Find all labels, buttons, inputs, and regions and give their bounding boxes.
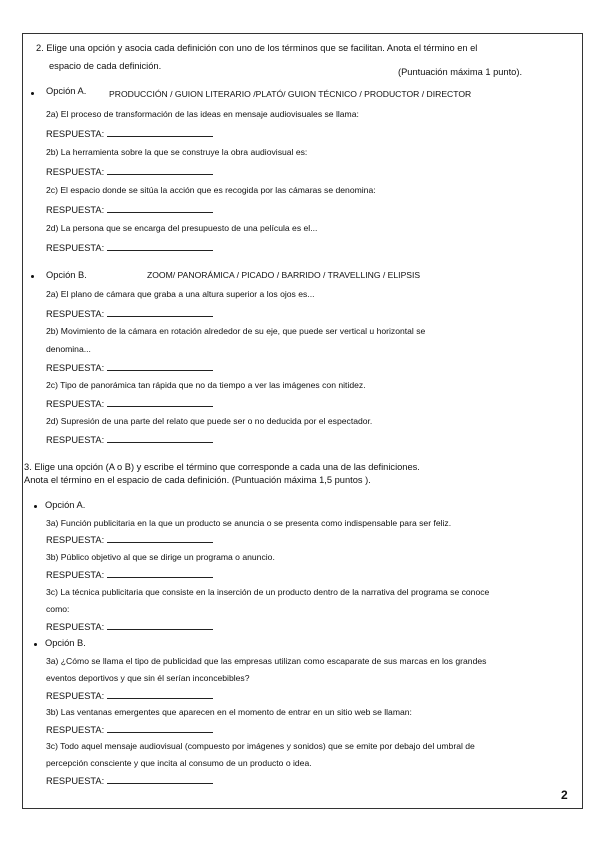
answer-row — [46, 361, 213, 374]
answer-row — [46, 774, 213, 787]
answer-label: RESPUESTA: — [46, 399, 105, 409]
q3-heading-line1: 3. Elige una opción (A o B) y escribe el término que corresponde a cada una de las definiciones. — [24, 462, 420, 472]
page-number: 2 — [561, 788, 568, 802]
bullet-icon — [34, 505, 37, 508]
answer-blank[interactable] — [107, 165, 213, 175]
answer-label: RESPUESTA: — [46, 167, 105, 177]
q2b-b-question-line2: denomina... — [46, 344, 91, 354]
q2-option-b-terms: ZOOM/ PANORÁMICA / PICADO / BARRIDO / TRAVELLING / ELIPSIS — [147, 270, 421, 280]
answer-label: RESPUESTA: — [46, 691, 105, 701]
answer-blank[interactable] — [107, 533, 213, 543]
answer-label: RESPUESTA: — [46, 776, 105, 786]
q3c-b-question-line2: percepción consciente y que incita al consumo de un producto o idea. — [46, 758, 312, 768]
q3-option-a-label: Opción A. — [45, 500, 86, 510]
q3-heading-line2: Anota el término en el espacio de cada definición. (Puntuación máxima 1,5 puntos ). — [24, 475, 371, 485]
q2-option-b-label: Opción B. — [46, 270, 87, 280]
answer-blank[interactable] — [107, 723, 213, 733]
bullet-icon — [31, 92, 34, 95]
answer-row — [46, 568, 213, 581]
answer-blank[interactable] — [107, 307, 213, 317]
q2-option-a-terms: PRODUCCIÓN / GUION LITERARIO /PLATÓ/ GUION TÉCNICO / PRODUCTOR / DIRECTOR — [109, 89, 472, 99]
answer-row — [46, 433, 213, 446]
answer-row — [46, 689, 213, 702]
answer-blank[interactable] — [107, 397, 213, 407]
q3c-a-question-line1: 3c) La técnica publicitaria que consiste en la inserción de un producto dentro de la narrativa del programa se conoce — [46, 587, 490, 597]
answer-blank[interactable] — [107, 361, 213, 371]
q3a-b-question-line2: eventos deportivos y que sin él serían inconcebibles? — [46, 673, 250, 683]
q3c-b-question-line1: 3c) Todo aquel mensaje audiovisual (compuesto por imágenes y sonidos) que se emite por debajo del umbral de — [46, 741, 475, 751]
q2d-a-question: 2d) La persona que se encarga del presupuesto de una película es el... — [46, 223, 318, 233]
q3-option-b-label: Opción B. — [45, 638, 86, 648]
q2a-b-question: 2a) El plano de cámara que graba a una altura superior a los ojos es... — [46, 289, 315, 299]
q3a-b-question-line1: 3a) ¿Cómo se llama el tipo de publicidad que las empresas utilizan como escaparate de sus marcas en los grandes — [46, 656, 487, 666]
answer-blank[interactable] — [107, 127, 213, 137]
q3c-a-question-line2: como: — [46, 604, 70, 614]
answer-blank[interactable] — [107, 774, 213, 784]
answer-label: RESPUESTA: — [46, 622, 105, 632]
answer-blank[interactable] — [107, 433, 213, 443]
q2c-b-question: 2c) Tipo de panorámica tan rápida que no da tiempo a ver las imágenes con nitidez. — [46, 380, 366, 390]
answer-row — [46, 723, 213, 736]
bullet-icon — [31, 275, 34, 278]
answer-row — [46, 307, 213, 320]
answer-blank[interactable] — [107, 203, 213, 213]
answer-blank[interactable] — [107, 241, 213, 251]
bullet-icon — [34, 643, 37, 646]
answer-row — [46, 203, 213, 216]
q3a-a-question: 3a) Función publicitaria en la que un producto se anuncia o se presenta como indispensable para ser feliz. — [46, 518, 452, 528]
q3b-b-question: 3b) Las ventanas emergentes que aparecen en el momento de entrar en un sitio web se llaman: — [46, 707, 412, 717]
answer-row — [46, 533, 213, 546]
answer-row — [46, 620, 213, 633]
answer-label: RESPUESTA: — [46, 535, 105, 545]
q3b-a-question: 3b) Público objetivo al que se dirige un programa o anuncio. — [46, 552, 275, 562]
q2-score: (Puntuación máxima 1 punto). — [398, 67, 523, 77]
answer-label: RESPUESTA: — [46, 363, 105, 373]
answer-row — [46, 397, 213, 410]
q2a-a-question: 2a) El proceso de transformación de las ideas en mensaje audiovisuales se llama: — [46, 109, 359, 119]
answer-label: RESPUESTA: — [46, 205, 105, 215]
answer-label: RESPUESTA: — [46, 725, 105, 735]
answer-label: RESPUESTA: — [46, 243, 105, 253]
answer-label: RESPUESTA: — [46, 435, 105, 445]
answer-row — [46, 241, 213, 254]
q2-heading-line2: espacio de cada definición. — [49, 61, 162, 71]
q2-heading-line1: 2. Elige una opción y asocia cada definición con uno de los términos que se facilitan. Anota el término en el — [36, 43, 478, 53]
answer-label: RESPUESTA: — [46, 129, 105, 139]
answer-label: RESPUESTA: — [46, 570, 105, 580]
answer-blank[interactable] — [107, 689, 213, 699]
q2b-a-question: 2b) La herramienta sobre la que se construye la obra audiovisual es: — [46, 147, 308, 157]
q2-option-a-label: Opción A. — [46, 86, 87, 96]
answer-row — [46, 127, 213, 140]
answer-row — [46, 165, 213, 178]
q2c-a-question: 2c) El espacio donde se sitúa la acción que es recogida por las cámaras se denomina: — [46, 185, 376, 195]
answer-blank[interactable] — [107, 620, 213, 630]
answer-blank[interactable] — [107, 568, 213, 578]
answer-label: RESPUESTA: — [46, 309, 105, 319]
q2b-b-question-line1: 2b) Movimiento de la cámara en rotación alrededor de su eje, que puede ser vertical u horizontal se — [46, 326, 426, 336]
q2d-b-question: 2d) Supresión de una parte del relato que puede ser o no deducida por el espectador. — [46, 416, 373, 426]
